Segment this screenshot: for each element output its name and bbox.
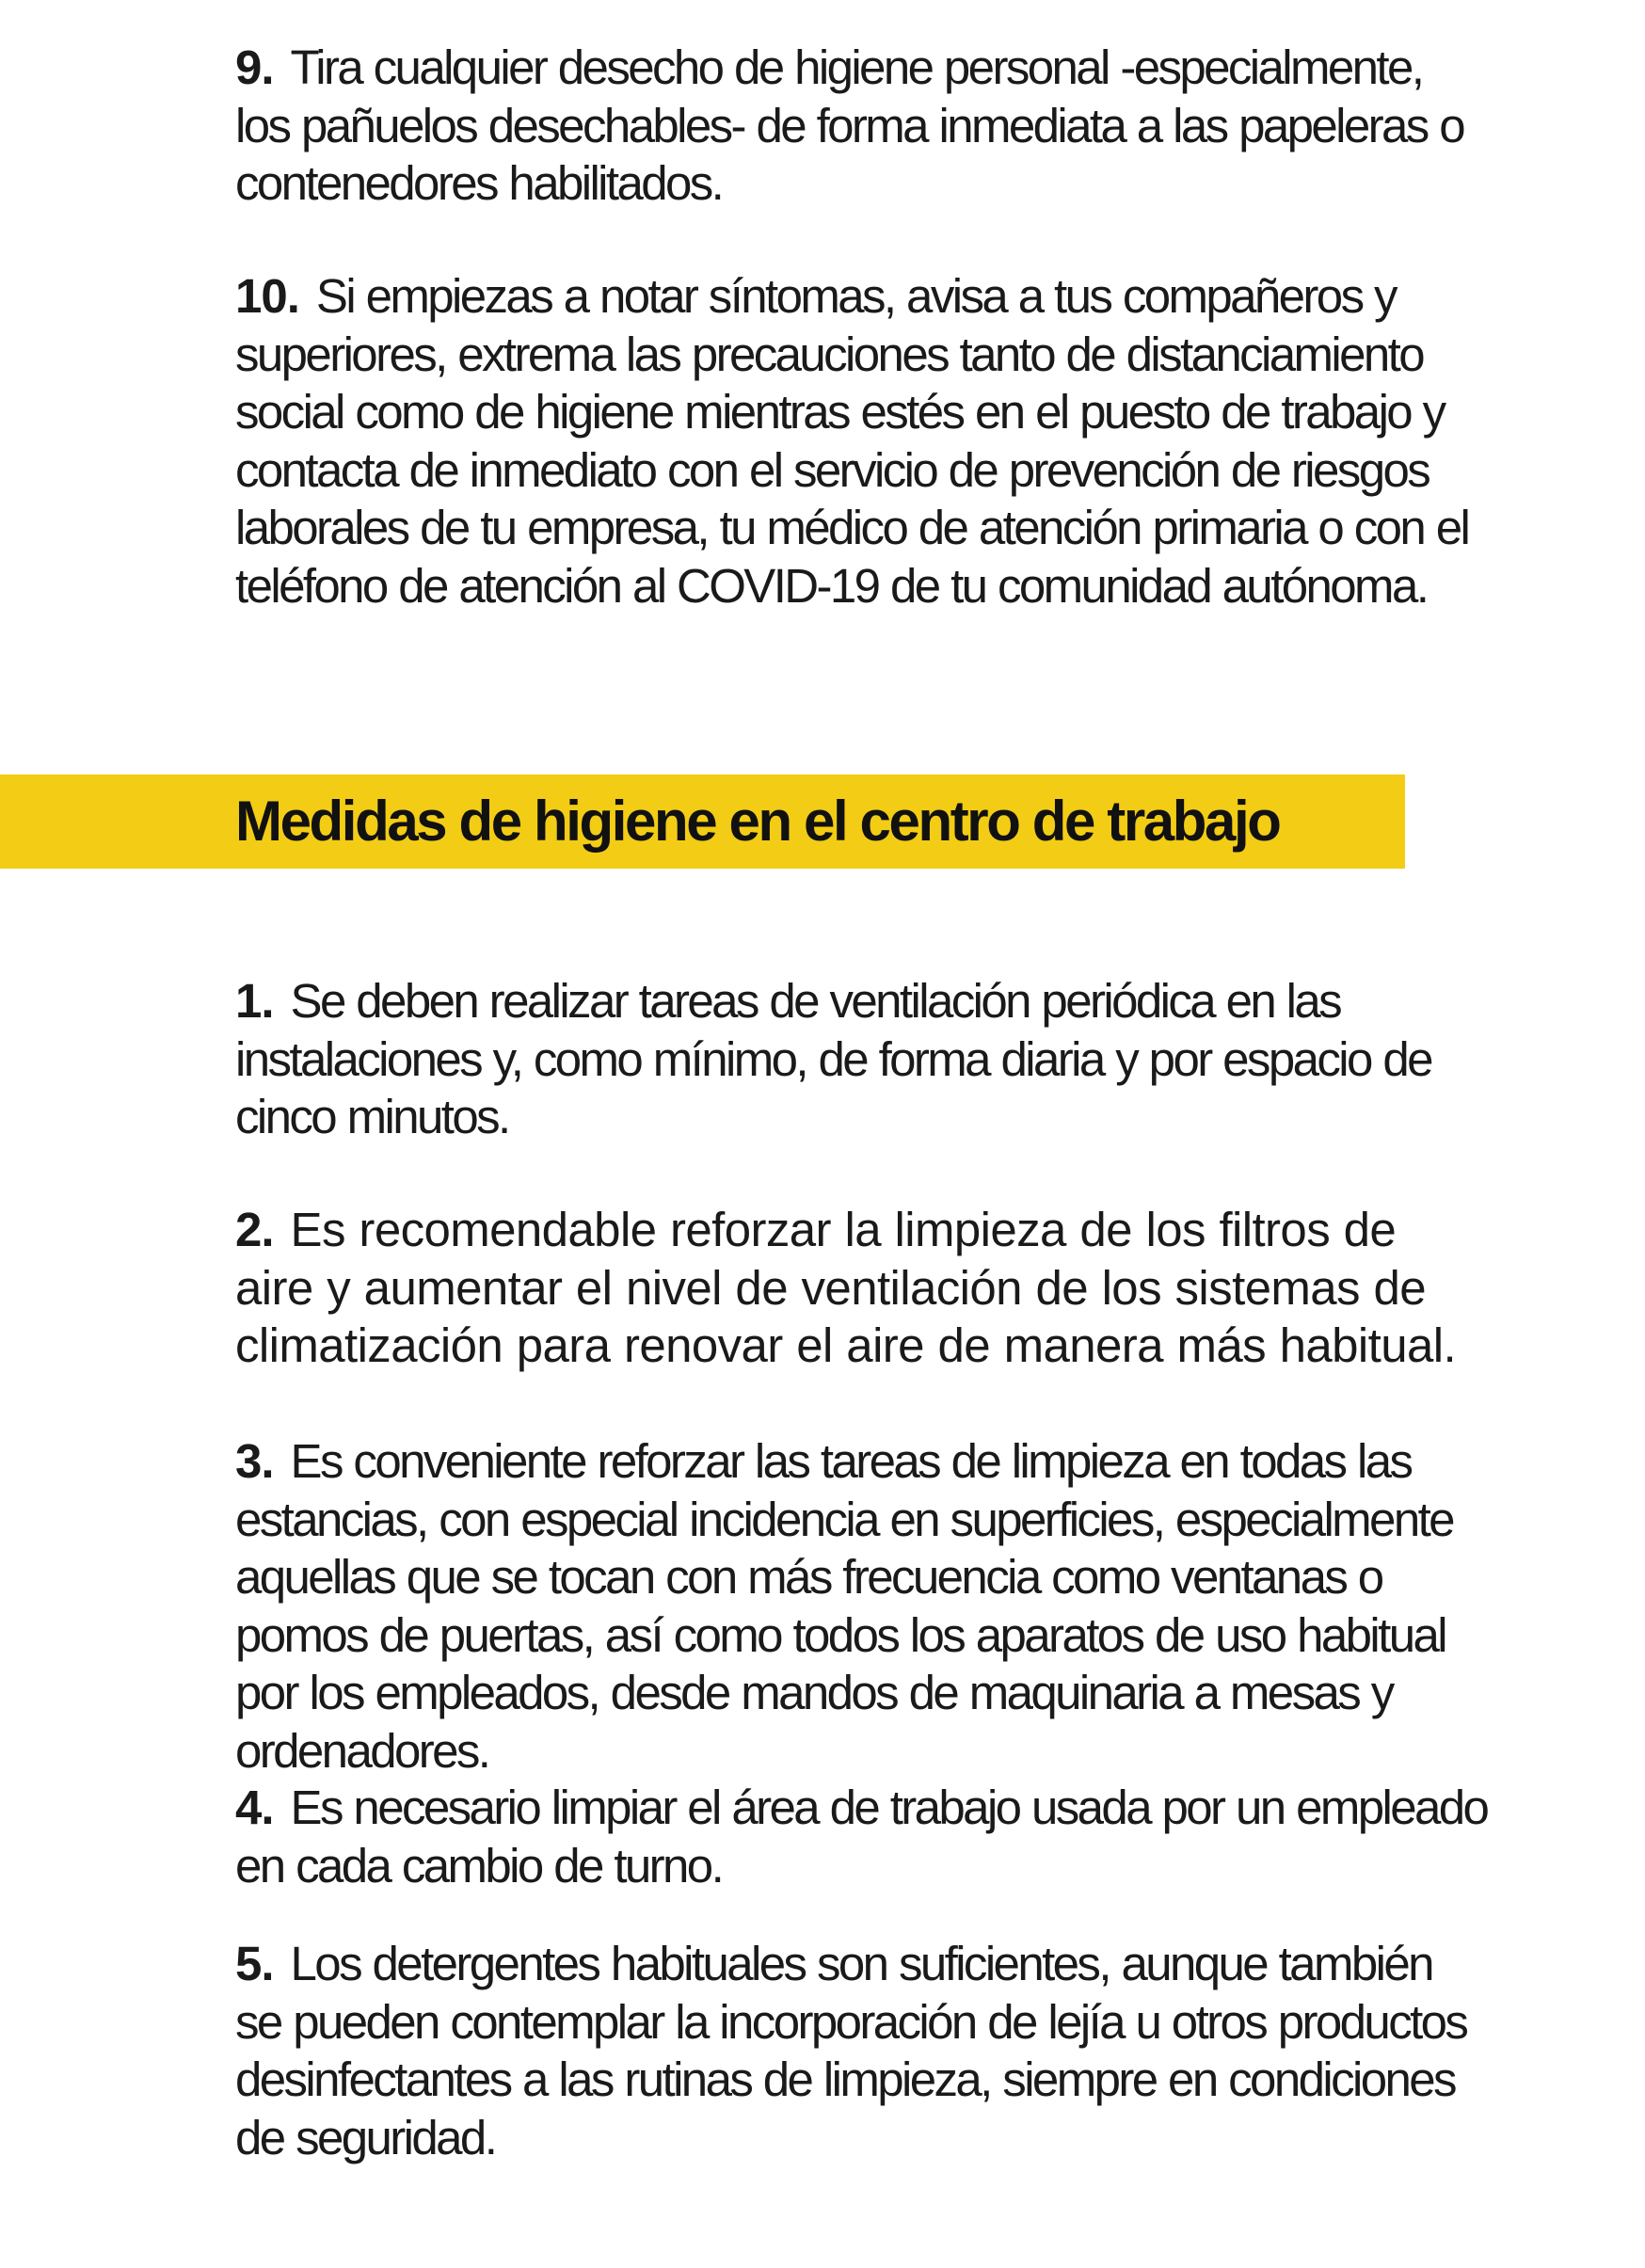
list-item-2	[235, 1201, 1590, 1375]
list-item-4	[235, 1779, 1590, 1894]
item-number: 3.	[235, 1434, 274, 1488]
item-number: 1.	[235, 974, 274, 1028]
item-number: 10.	[235, 269, 299, 323]
list-item-9	[235, 39, 1590, 213]
item-text: Es conveniente reforzar las tareas de limpieza en todas las estancias, con especial incidencia en superficies, especialmente aquellas que se tocan con más frecuencia como ventanas o pomos de puertas, así como todos los aparatos de uso habitual por los empleados, desde mandos de maquinaria a mesas y ordenadores.	[235, 1434, 1453, 1778]
item-text: Los detergentes habituales son suficientes, aunque también se pueden contemplar la incorporación de lejía u otros productos desinfectantes a las rutinas de limpieza, siempre en condiciones de seguridad.	[235, 1937, 1467, 2164]
item-number: 2.	[235, 1203, 274, 1256]
item-text: Si empiezas a notar síntomas, avisa a tus compañeros y superiores, extrema las precauciones tanto de distanciamiento social como de higiene mientras estés en el puesto de trabajo y contacta de inmediato con el servicio de prevención de riesgos laborales de tu empresa, tu médico de atención primaria o con el teléfono de atención al COVID-19 de tu comunidad autónoma.	[235, 269, 1469, 613]
section-banner	[0, 775, 1405, 869]
item-number: 9.	[235, 40, 274, 94]
list-item-5	[235, 1935, 1590, 2166]
item-number: 4.	[235, 1781, 274, 1834]
item-text: Se deben realizar tareas de ventilación periódica en las instalaciones y, como mínimo, de forma diaria y por espacio de cinco minutos.	[235, 974, 1431, 1143]
list-item-1	[235, 972, 1590, 1146]
item-text: Es necesario limpiar el área de trabajo usada por un empleado en cada cambio de turno.	[235, 1781, 1488, 1893]
item-number: 5.	[235, 1937, 274, 1990]
list-item-10	[235, 267, 1590, 615]
section-title: Medidas de higiene en el centro de trabajo	[235, 790, 1280, 853]
item-text: Es recomendable reforzar la limpieza de los filtros de aire y aumentar el nivel de ventilación de los sistemas de climatización para renovar el aire de manera más habitual.	[235, 1203, 1457, 1372]
item-text: Tira cualquier desecho de higiene personal -especialmente, los pañuelos desechables- de forma inmediata a las papeleras o contenedores habilitados.	[235, 40, 1464, 210]
list-item-3	[235, 1432, 1590, 1780]
